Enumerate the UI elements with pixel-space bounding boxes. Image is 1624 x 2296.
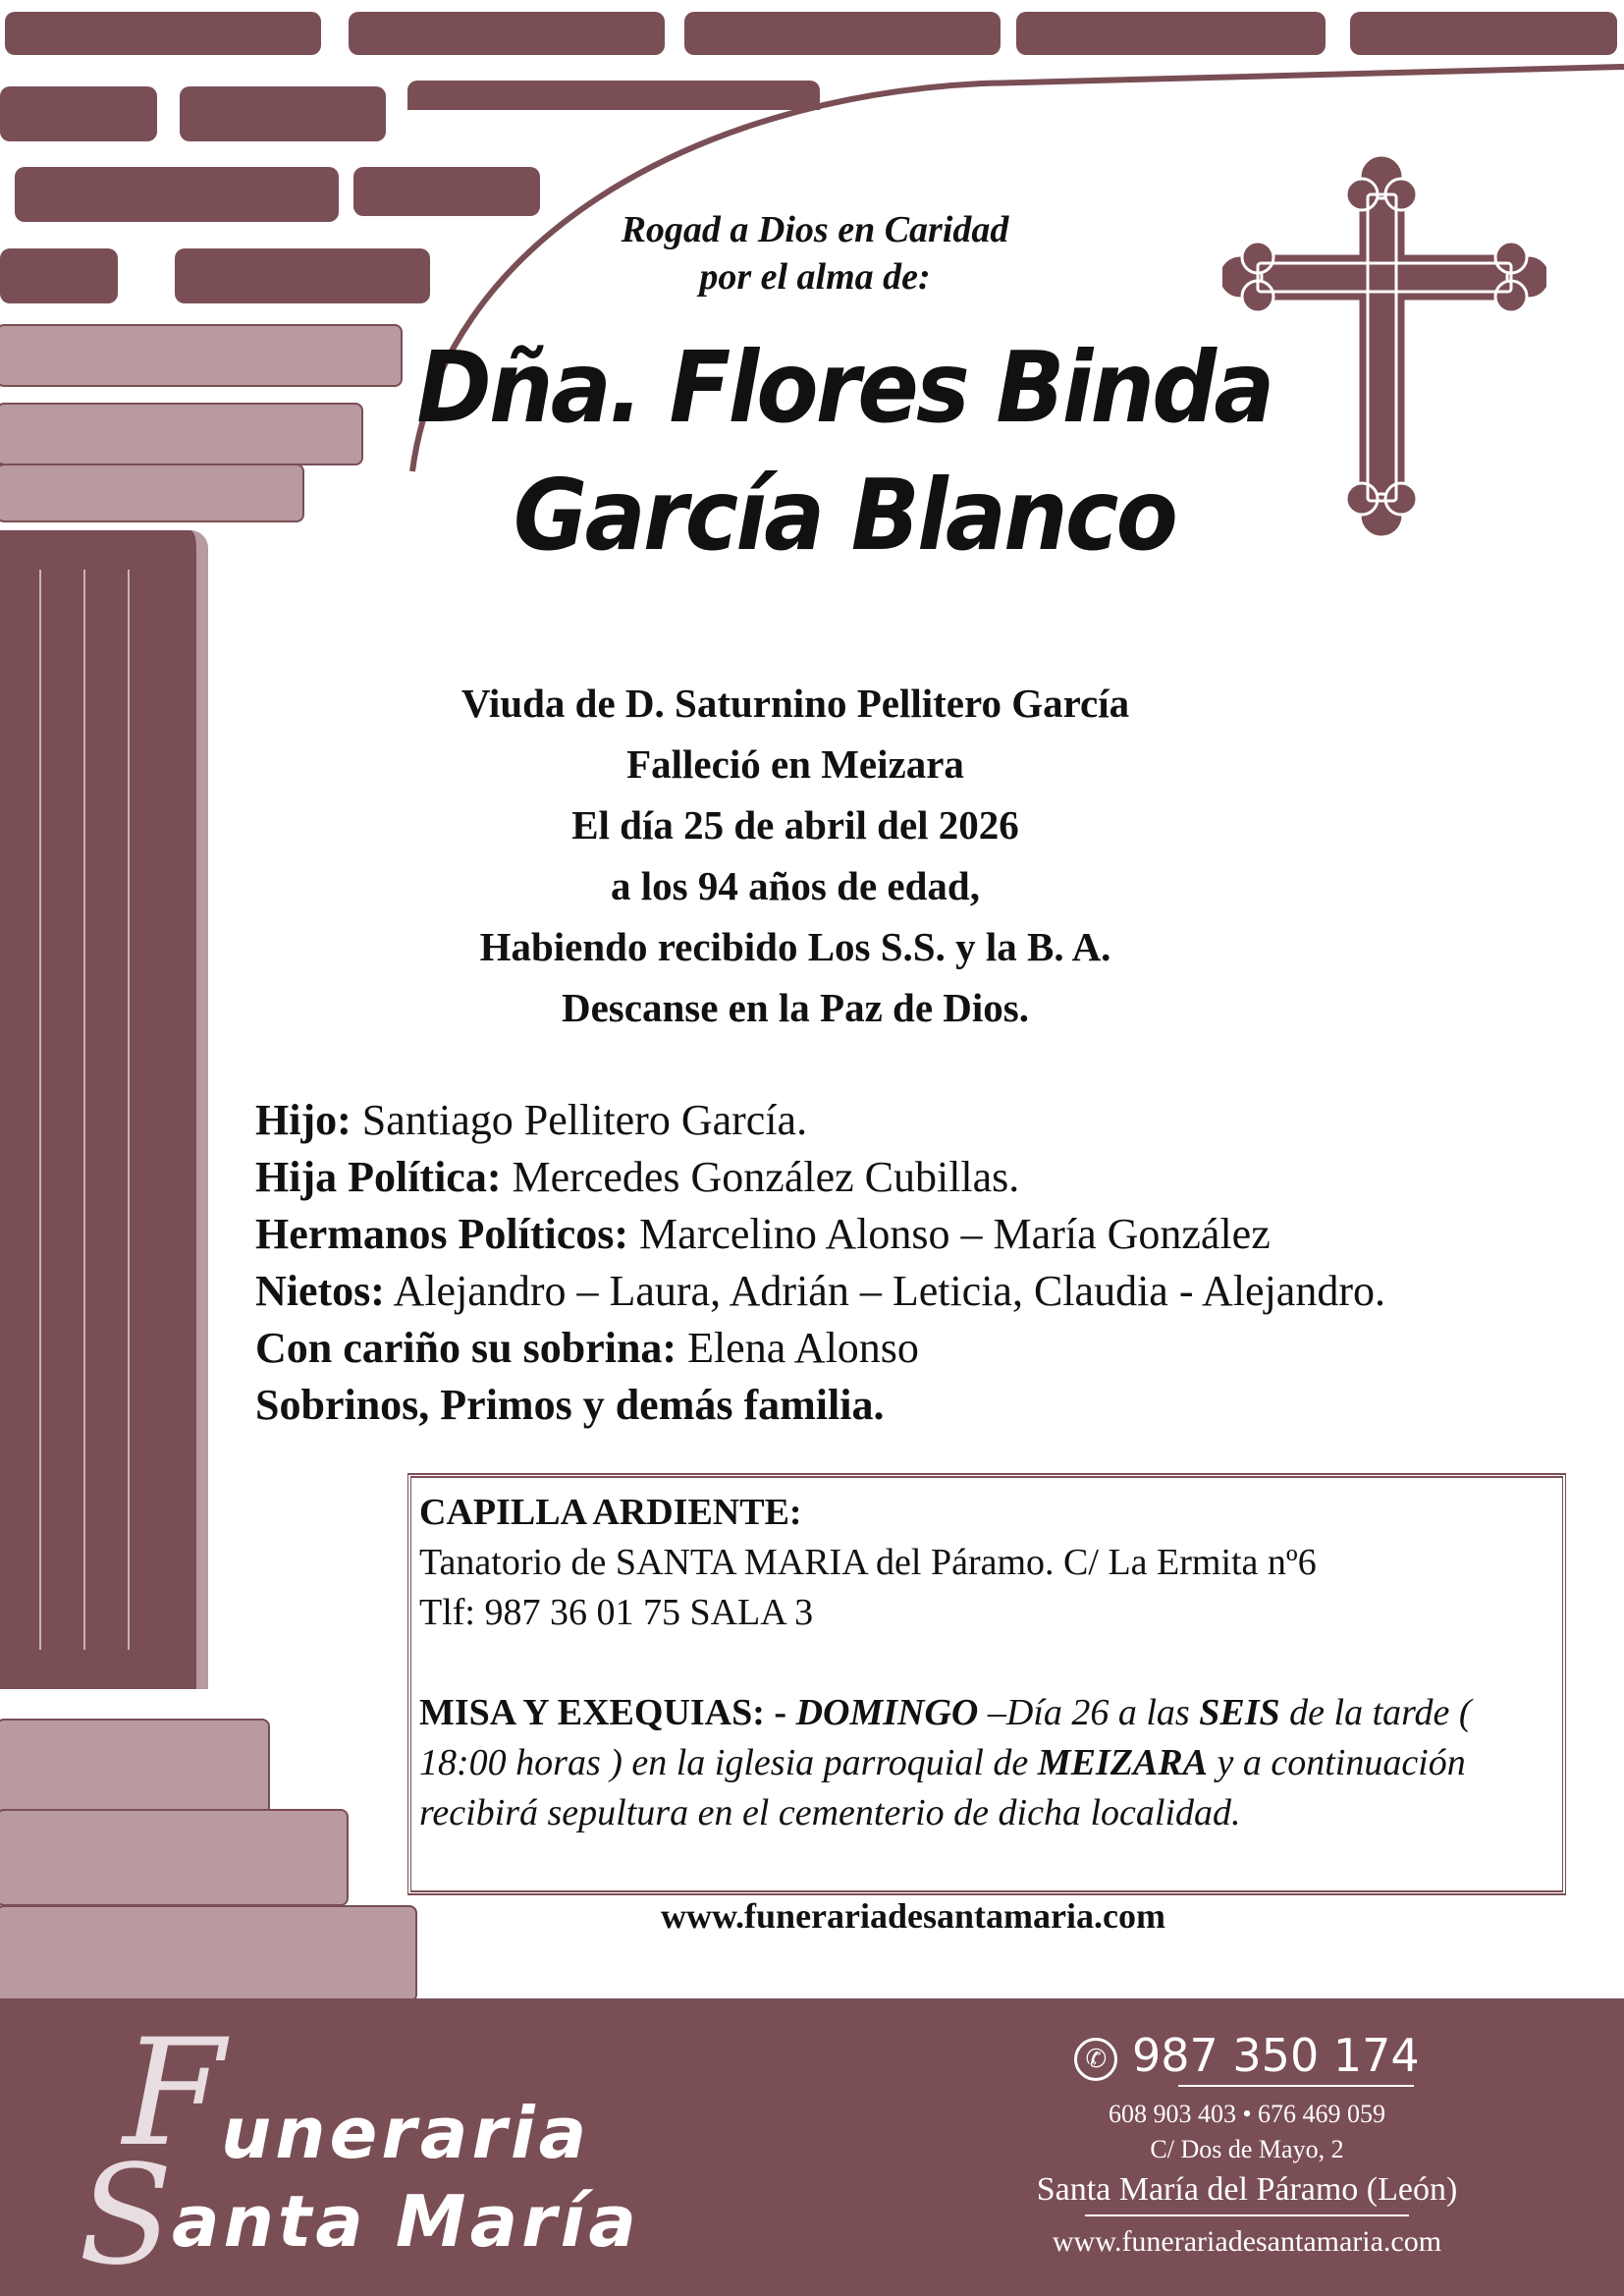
hermanos-value: Marcelino Alonso – María González <box>639 1210 1271 1258</box>
hijo-value: Santiago Pellitero García. <box>361 1096 808 1144</box>
family-hermanos <box>255 1206 1610 1263</box>
misa-day: DOMINGO <box>795 1692 979 1733</box>
logo-initial-s: S <box>79 2136 173 2296</box>
detail-place: Falleció en Meizara <box>626 741 964 787</box>
logo-initial-f: F <box>123 2008 226 2179</box>
misa-text-2: de la tarde ( 18:00 horas ) en la iglesia parroquial de <box>419 1692 1472 1783</box>
logo-santa-maria: anta María <box>172 2180 640 2263</box>
hermanos-label: Hermanos Políticos: <box>255 1210 629 1258</box>
contact-info <box>982 2028 1512 2262</box>
name-line-1: Dña. Flores Binda <box>416 330 1272 445</box>
service-info-box <box>407 1473 1566 1895</box>
sobrina-label: Con cariño su sobrina: <box>255 1324 677 1372</box>
capilla-phone: Tlf: 987 36 01 75 SALA 3 <box>419 1592 814 1633</box>
demas-text: Sobrinos, Primos y demás familia. <box>255 1381 885 1429</box>
misa-place: MEIZARA <box>1037 1742 1208 1783</box>
website-link[interactable]: www.funerariadesantamaria.com <box>661 1896 1165 1936</box>
column-shaft <box>0 530 208 1689</box>
misa-text-1: –Día 26 a las <box>978 1692 1200 1733</box>
misa-dash: - <box>764 1692 796 1733</box>
detail-age: a los 94 años de edad, <box>611 863 980 908</box>
phone-icon: ✆ <box>1074 2038 1117 2081</box>
family-sobrina <box>255 1320 1610 1377</box>
name-line-2: García Blanco <box>513 458 1176 573</box>
family-hijo <box>255 1092 1610 1149</box>
detail-sacraments: Habiendo recibido Los S.S. y la B. A. <box>479 924 1111 969</box>
footer-banner <box>0 1998 1624 2296</box>
main-phone-row <box>982 2028 1512 2083</box>
secondary-phones[interactable]: 608 903 403 • 676 469 059 <box>1108 2100 1386 2128</box>
hija-politica-value: Mercedes González Cubillas. <box>512 1153 1020 1201</box>
prayer-line-1: Rogad a Dios en Caridad <box>621 209 1009 250</box>
misa-text <box>419 1688 1552 1838</box>
misa-hour-word: SEIS <box>1199 1692 1280 1733</box>
family-list <box>255 1092 1610 1434</box>
detail-widow: Viuda de D. Saturnino Pellitero García <box>460 681 1130 726</box>
logo-funeraria: uneraria <box>221 2092 591 2174</box>
capilla-address: Tanatorio de SANTA MARIA del Páramo. C/ La Ermita nº6 <box>419 1542 1317 1583</box>
capilla-title: CAPILLA ARDIENTE: <box>419 1492 802 1533</box>
footer-website[interactable]: www.funerariadesantamaria.com <box>1052 2225 1442 2258</box>
phone-underline <box>1178 2085 1414 2087</box>
detail-date: El día 25 de abril del 2026 <box>571 802 1019 847</box>
prayer-header <box>471 206 1159 301</box>
deceased-name <box>410 324 1277 579</box>
death-details <box>324 673 1267 1038</box>
misa-text-3: y a continuación recibirá sepultura en el cementerio de dicha localidad. <box>419 1742 1466 1833</box>
detail-rest: Descanse en la Paz de Dios. <box>561 985 1029 1030</box>
prayer-line-2: por el alma de: <box>699 256 931 298</box>
hijo-label: Hijo: <box>255 1096 352 1144</box>
hija-politica-label: Hija Política: <box>255 1153 502 1201</box>
misa-label: MISA Y EXEQUIAS: <box>419 1692 765 1733</box>
main-phone[interactable]: 987 350 174 <box>1131 2029 1420 2082</box>
town: Santa María del Páramo (León) <box>1036 2171 1458 2208</box>
nietos-label: Nietos: <box>255 1267 385 1315</box>
town-underline <box>1085 2214 1409 2216</box>
sobrina-value: Elena Alonso <box>687 1324 919 1372</box>
family-hija-politica <box>255 1149 1610 1206</box>
street-address: C/ Dos de Mayo, 2 <box>1150 2135 1344 2163</box>
family-nietos <box>255 1263 1610 1320</box>
family-demas <box>255 1377 1610 1434</box>
nietos-value: Alejandro – Laura, Adrián – Leticia, Claudia - Alejandro. <box>393 1267 1385 1315</box>
